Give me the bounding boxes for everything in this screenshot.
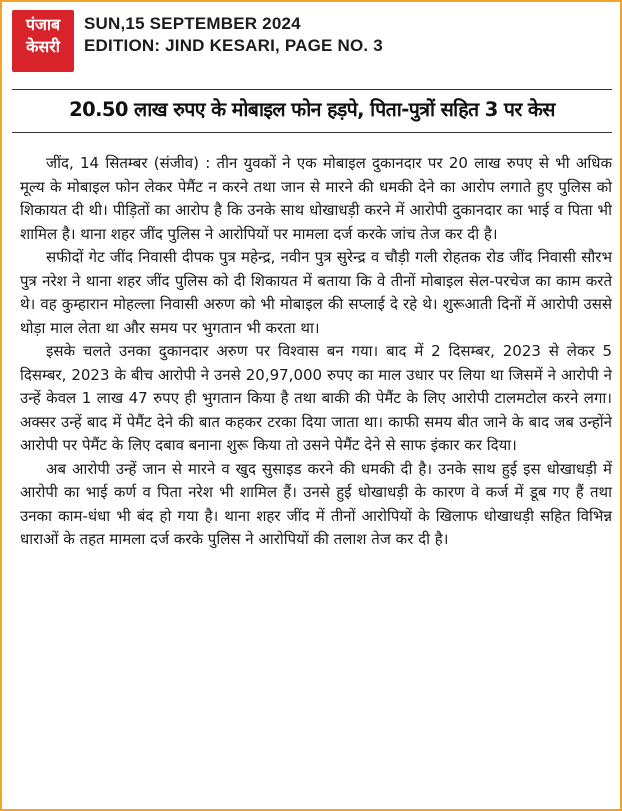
headline-bottom-rule	[12, 132, 612, 133]
edition-info: EDITION: JIND KESARI, PAGE NO. 3	[84, 36, 383, 55]
article-paragraph: इसके चलते उनका दुकानदार अरुण पर विश्वास बन गया। बाद में 2 दिसम्बर, 2023 से लेकर 5 दिसम्बर, 2023 के बीच आरोपी ने उनसे 20,97,000 रुपए का माल उधार पर लिया था जिसमें ने आरोपी ने उन्हें केवल 1 लाख 47 रुपए ही भुगतान किया है तथा बाकी की पेमैंट के लिए आरोपी टालमटोल करने लगा। अक्सर उन्हें बाद में पेमैंट देने की बात कहकर टरका दिया जाता था। काफी समय बीत जाने के बाद जब उन्होंने आरोपी पर पेमैंट के लिए दबाव बनाना शुरू किया तो उसने पेमैंट देने से साफ इंकार कर दिया।	[20, 342, 612, 454]
logo-line-1: पंजाब	[25, 15, 61, 34]
article-headline: 20.50 लाख रुपए के मोबाइल फोन हड़पे, पिता-पुत्रों सहित 3 पर केस	[69, 98, 555, 121]
masthead	[12, 10, 612, 72]
headline-top-rule	[12, 89, 612, 90]
logo-line-2: केसरी	[26, 37, 60, 56]
article-paragraph: अब आरोपी उन्हें जान से मारने व खुद सुसाइड करने की धमकी दी है। उनके साथ हुई इस धोखाधड़ी में आरोपी का भाई कर्ण व पिता नरेश भी शामिल हैं। उनसे हुई धोखाधड़ी के कारण वे कर्ज में डूब गए हैं तथा उनका काम-धंधा भी बंद हो गया है। थाना शहर जींद में तीनों आरोपियों के खिलाफ धोखाधड़ी सहित विभिन्न धाराओं के तहत मामला दर्ज करके पुलिस ने आरोपियों की तलाश तेज कर दी है।	[20, 459, 612, 548]
article-paragraph: सफीदों गेट जींद निवासी दीपक पुत्र महेन्द्र, नवीन पुत्र सुरेन्द्र व चौड़ी गली रोहतक रोड जींद निवासी सौरभ पुत्र नरेश ने थाना शहर जींद पुलिस को दी शिकायत में बताया कि वे तीनों मोबाइल सेल-परचेज का काम करते थे। वह कुम्हारान मोहल्ला निवासी अरुण को भी मोबाइल की सप्लाई दे रहे थे। शुरूआती दिनों में आरोपी उससे थोड़ा माल लेता था और समय पर भुगतान भी करता था।	[20, 248, 612, 337]
article-body	[20, 152, 612, 552]
publication-meta	[84, 13, 383, 57]
publication-date: SUN,15 SEPTEMBER 2024	[84, 14, 301, 33]
article-paragraph: जींद, 14 सितम्बर (संजीव) : तीन युवकों ने एक मोबाइल दुकानदार पर 20 लाख रुपए से भी अधिक मूल्य के मोबाइल फोन लेकर पेमैंट न करने तथा जान से मारने की धमकी देने का आरोप लगाते हुए पुलिस को शिकायत दी थी। पीड़ितों का आरोप है कि उनके साथ धोखाधड़ी करने में आरोपी दुकानदार का भाई व पिता भी शामिल है। थाना शहर जींद पुलिस ने आरोपियों पर मामला दर्ज करके जांच तेज कर दी है।	[20, 154, 612, 243]
newspaper-logo	[12, 10, 74, 72]
